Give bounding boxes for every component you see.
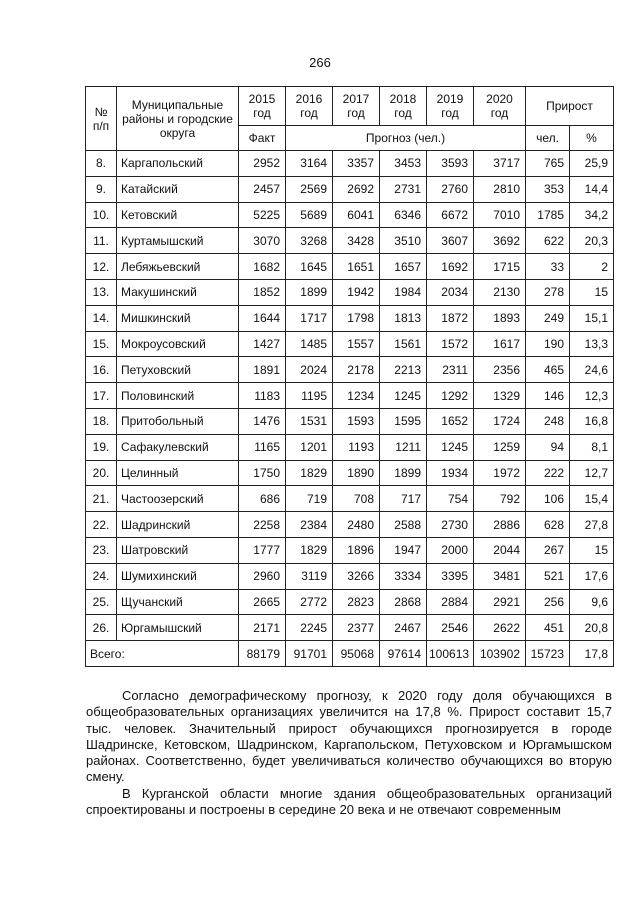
- year-value: 717: [380, 486, 427, 512]
- row-number: 10.: [86, 202, 117, 228]
- growth-people: 1785: [526, 202, 570, 228]
- growth-percent: 14,4: [570, 176, 614, 202]
- district-name: Притобольный: [117, 408, 239, 434]
- growth-people: 256: [526, 589, 570, 615]
- year-value: 3357: [333, 151, 380, 177]
- growth-percent: 16,8: [570, 408, 614, 434]
- year-value: 1644: [239, 305, 286, 331]
- total-cell: 100613: [427, 641, 474, 667]
- year-value: 1476: [239, 408, 286, 434]
- year-value: 1829: [286, 537, 333, 563]
- table-row: [86, 512, 614, 538]
- district-name: Мокроусовский: [117, 331, 239, 357]
- table-row: [86, 305, 614, 331]
- district-name: Лебяжьевский: [117, 254, 239, 280]
- year-value: 3268: [286, 228, 333, 254]
- table-row: [86, 176, 614, 202]
- year-value: 1657: [380, 254, 427, 280]
- year-value: 3593: [427, 151, 474, 177]
- row-number: 19.: [86, 434, 117, 460]
- header-district: Муниципальные районы и городские округа: [117, 87, 239, 151]
- table-row: [86, 151, 614, 177]
- year-value: 3607: [427, 228, 474, 254]
- year-value: 1193: [333, 434, 380, 460]
- year-value: 1896: [333, 537, 380, 563]
- year-value: 2480: [333, 512, 380, 538]
- growth-percent: 15: [570, 279, 614, 305]
- row-number: 17.: [86, 383, 117, 409]
- year-value: 2044: [474, 537, 526, 563]
- row-number: 23.: [86, 537, 117, 563]
- growth-people: 267: [526, 537, 570, 563]
- year-value: 1652: [427, 408, 474, 434]
- year-value: 2921: [474, 589, 526, 615]
- header-num: № п/п: [86, 87, 117, 151]
- year-value: 2772: [286, 589, 333, 615]
- district-name: Куртамышский: [117, 228, 239, 254]
- growth-people: 249: [526, 305, 570, 331]
- year-value: 1899: [286, 279, 333, 305]
- year-value: 1165: [239, 434, 286, 460]
- year-value: 1750: [239, 460, 286, 486]
- growth-people: 248: [526, 408, 570, 434]
- growth-percent: 2: [570, 254, 614, 280]
- table-row: [86, 537, 614, 563]
- year-value: 1934: [427, 460, 474, 486]
- year-value: 2886: [474, 512, 526, 538]
- year-value: 6346: [380, 202, 427, 228]
- year-value: 2467: [380, 615, 427, 641]
- growth-percent: 15,4: [570, 486, 614, 512]
- year-value: 3692: [474, 228, 526, 254]
- total-row: [86, 641, 614, 667]
- row-number: 20.: [86, 460, 117, 486]
- year-value: 1245: [427, 434, 474, 460]
- year-value: 1593: [333, 408, 380, 434]
- table-row: [86, 460, 614, 486]
- district-name: Макушинский: [117, 279, 239, 305]
- year-value: 2810: [474, 176, 526, 202]
- year-value: 2588: [380, 512, 427, 538]
- district-name: Сафакулевский: [117, 434, 239, 460]
- year-value: 1724: [474, 408, 526, 434]
- year-value: 1947: [380, 537, 427, 563]
- total-growth-percent: 17,8: [570, 641, 614, 667]
- year-value: 1427: [239, 331, 286, 357]
- growth-people: 628: [526, 512, 570, 538]
- year-value: 1234: [333, 383, 380, 409]
- header-year: 2015 год: [239, 87, 286, 126]
- year-value: 1692: [427, 254, 474, 280]
- growth-percent: 20,3: [570, 228, 614, 254]
- year-value: 3164: [286, 151, 333, 177]
- year-value: 1813: [380, 305, 427, 331]
- growth-percent: 9,6: [570, 589, 614, 615]
- year-value: 6672: [427, 202, 474, 228]
- growth-people: 106: [526, 486, 570, 512]
- total-cell: 91701: [286, 641, 333, 667]
- row-number: 11.: [86, 228, 117, 254]
- row-number: 24.: [86, 563, 117, 589]
- growth-people: 353: [526, 176, 570, 202]
- growth-people: 94: [526, 434, 570, 460]
- year-value: 1852: [239, 279, 286, 305]
- year-value: 2569: [286, 176, 333, 202]
- year-value: 3070: [239, 228, 286, 254]
- body-text: [86, 688, 612, 818]
- total-cell: 88179: [239, 641, 286, 667]
- year-value: 3334: [380, 563, 427, 589]
- district-name: Юргамышский: [117, 615, 239, 641]
- students-forecast-table: [85, 86, 614, 667]
- growth-people: 622: [526, 228, 570, 254]
- year-value: 3510: [380, 228, 427, 254]
- year-value: 1942: [333, 279, 380, 305]
- year-value: 2960: [239, 563, 286, 589]
- table-row: [86, 383, 614, 409]
- year-value: 1292: [427, 383, 474, 409]
- year-value: 2665: [239, 589, 286, 615]
- year-value: 2692: [333, 176, 380, 202]
- table-row: [86, 202, 614, 228]
- district-name: Шадринский: [117, 512, 239, 538]
- year-value: 1617: [474, 331, 526, 357]
- year-value: 1829: [286, 460, 333, 486]
- growth-people: 451: [526, 615, 570, 641]
- year-value: 2311: [427, 357, 474, 383]
- district-name: Шатровский: [117, 537, 239, 563]
- year-value: 3717: [474, 151, 526, 177]
- year-value: 1891: [239, 357, 286, 383]
- year-value: 2130: [474, 279, 526, 305]
- year-value: 1798: [333, 305, 380, 331]
- growth-people: 465: [526, 357, 570, 383]
- year-value: 1872: [427, 305, 474, 331]
- year-value: 7010: [474, 202, 526, 228]
- year-value: 5689: [286, 202, 333, 228]
- header-fact: Факт: [239, 126, 286, 151]
- year-value: 2730: [427, 512, 474, 538]
- row-number: 15.: [86, 331, 117, 357]
- district-name: Половинский: [117, 383, 239, 409]
- table-row: [86, 254, 614, 280]
- year-value: 2034: [427, 279, 474, 305]
- year-value: 2258: [239, 512, 286, 538]
- growth-percent: 20,8: [570, 615, 614, 641]
- growth-people: 146: [526, 383, 570, 409]
- year-value: 2245: [286, 615, 333, 641]
- page-number: 266: [309, 55, 331, 70]
- year-value: 686: [239, 486, 286, 512]
- year-value: 1561: [380, 331, 427, 357]
- district-name: Мишкинский: [117, 305, 239, 331]
- year-value: 2457: [239, 176, 286, 202]
- growth-percent: 24,6: [570, 357, 614, 383]
- growth-percent: 27,8: [570, 512, 614, 538]
- table-row: [86, 486, 614, 512]
- district-name: Щучанский: [117, 589, 239, 615]
- total-cell: 95068: [333, 641, 380, 667]
- year-value: 2000: [427, 537, 474, 563]
- year-value: 1645: [286, 254, 333, 280]
- year-value: 1195: [286, 383, 333, 409]
- growth-percent: 17,6: [570, 563, 614, 589]
- header-year: 2016 год: [286, 87, 333, 126]
- year-value: 3395: [427, 563, 474, 589]
- year-value: 1651: [333, 254, 380, 280]
- growth-percent: 12,3: [570, 383, 614, 409]
- row-number: 22.: [86, 512, 117, 538]
- row-number: 12.: [86, 254, 117, 280]
- row-number: 18.: [86, 408, 117, 434]
- district-name: Каргапольский: [117, 151, 239, 177]
- header-year: 2019 год: [427, 87, 474, 126]
- year-value: 2622: [474, 615, 526, 641]
- table-row: [86, 408, 614, 434]
- header-year: 2020 год: [474, 87, 526, 126]
- year-value: 2884: [427, 589, 474, 615]
- row-number: 25.: [86, 589, 117, 615]
- growth-percent: 8,1: [570, 434, 614, 460]
- district-name: Кетовский: [117, 202, 239, 228]
- table-row: [86, 434, 614, 460]
- growth-percent: 13,3: [570, 331, 614, 357]
- total-label: Всего:: [86, 641, 239, 667]
- year-value: 6041: [333, 202, 380, 228]
- table-row: [86, 279, 614, 305]
- year-value: 2384: [286, 512, 333, 538]
- year-value: 1972: [474, 460, 526, 486]
- total-growth-people: 15723: [526, 641, 570, 667]
- district-name: Шумихинский: [117, 563, 239, 589]
- district-name: Петуховский: [117, 357, 239, 383]
- year-value: 2171: [239, 615, 286, 641]
- year-value: 719: [286, 486, 333, 512]
- row-number: 8.: [86, 151, 117, 177]
- table-row: [86, 228, 614, 254]
- year-value: 1183: [239, 383, 286, 409]
- year-value: 754: [427, 486, 474, 512]
- year-value: 1329: [474, 383, 526, 409]
- row-number: 26.: [86, 615, 117, 641]
- year-value: 708: [333, 486, 380, 512]
- growth-people: 765: [526, 151, 570, 177]
- year-value: 1984: [380, 279, 427, 305]
- paragraph: Согласно демографическому прогнозу, к 2020 году доля обучающихся в общеобразовательных организациях увеличится на 17,8 %. Прирост составит 15,7 тыс. человек. Значительный прирост обучающихся прогнозируется в городе Шадринске, Кетовском, Шадринском, Каргапольском, Петуховском и Юргамышском районах. Соответственно, будет увеличиваться количество обучающихся во вторую смену.: [86, 688, 612, 785]
- growth-people: 278: [526, 279, 570, 305]
- growth-people: 33: [526, 254, 570, 280]
- header-year: 2018 год: [380, 87, 427, 126]
- growth-percent: 34,2: [570, 202, 614, 228]
- header-year: 2017 год: [333, 87, 380, 126]
- year-value: 2024: [286, 357, 333, 383]
- row-number: 21.: [86, 486, 117, 512]
- year-value: 1485: [286, 331, 333, 357]
- year-value: 2356: [474, 357, 526, 383]
- row-number: 9.: [86, 176, 117, 202]
- year-value: 1899: [380, 460, 427, 486]
- year-value: 3453: [380, 151, 427, 177]
- year-value: 2377: [333, 615, 380, 641]
- growth-people: 190: [526, 331, 570, 357]
- year-value: 792: [474, 486, 526, 512]
- table-row: [86, 563, 614, 589]
- district-name: Катайский: [117, 176, 239, 202]
- growth-people: 222: [526, 460, 570, 486]
- growth-percent: 25,9: [570, 151, 614, 177]
- total-cell: 97614: [380, 641, 427, 667]
- row-number: 13.: [86, 279, 117, 305]
- growth-people: 521: [526, 563, 570, 589]
- paragraph: В Курганской области многие здания общеобразовательных организаций спроектированы и построены в середине 20 века и не отвечают современным: [86, 785, 612, 818]
- year-value: 1531: [286, 408, 333, 434]
- year-value: 1682: [239, 254, 286, 280]
- year-value: 1717: [286, 305, 333, 331]
- table-row: [86, 357, 614, 383]
- year-value: 2731: [380, 176, 427, 202]
- year-value: 2952: [239, 151, 286, 177]
- table-row: [86, 589, 614, 615]
- year-value: 1572: [427, 331, 474, 357]
- year-value: 1557: [333, 331, 380, 357]
- year-value: 2760: [427, 176, 474, 202]
- year-value: 3481: [474, 563, 526, 589]
- growth-percent: 12,7: [570, 460, 614, 486]
- year-value: 1777: [239, 537, 286, 563]
- year-value: 1201: [286, 434, 333, 460]
- year-value: 3266: [333, 563, 380, 589]
- header-percent: %: [570, 126, 614, 151]
- year-value: 1890: [333, 460, 380, 486]
- year-value: 5225: [239, 202, 286, 228]
- district-name: Целинный: [117, 460, 239, 486]
- year-value: 3119: [286, 563, 333, 589]
- row-number: 14.: [86, 305, 117, 331]
- growth-percent: 15: [570, 537, 614, 563]
- row-number: 16.: [86, 357, 117, 383]
- year-value: 1595: [380, 408, 427, 434]
- year-value: 2178: [333, 357, 380, 383]
- table-row: [86, 331, 614, 357]
- year-value: 1245: [380, 383, 427, 409]
- header-growth: Прирост: [526, 87, 614, 126]
- year-value: 1715: [474, 254, 526, 280]
- year-value: 1211: [380, 434, 427, 460]
- year-value: 2823: [333, 589, 380, 615]
- table-row: [86, 615, 614, 641]
- year-value: 1893: [474, 305, 526, 331]
- year-value: 1259: [474, 434, 526, 460]
- total-cell: 103902: [474, 641, 526, 667]
- year-value: 3428: [333, 228, 380, 254]
- year-value: 2213: [380, 357, 427, 383]
- header-forecast: Прогноз (чел.): [286, 126, 526, 151]
- year-value: 2546: [427, 615, 474, 641]
- header-people: чел.: [526, 126, 570, 151]
- district-name: Частоозерский: [117, 486, 239, 512]
- year-value: 2868: [380, 589, 427, 615]
- growth-percent: 15,1: [570, 305, 614, 331]
